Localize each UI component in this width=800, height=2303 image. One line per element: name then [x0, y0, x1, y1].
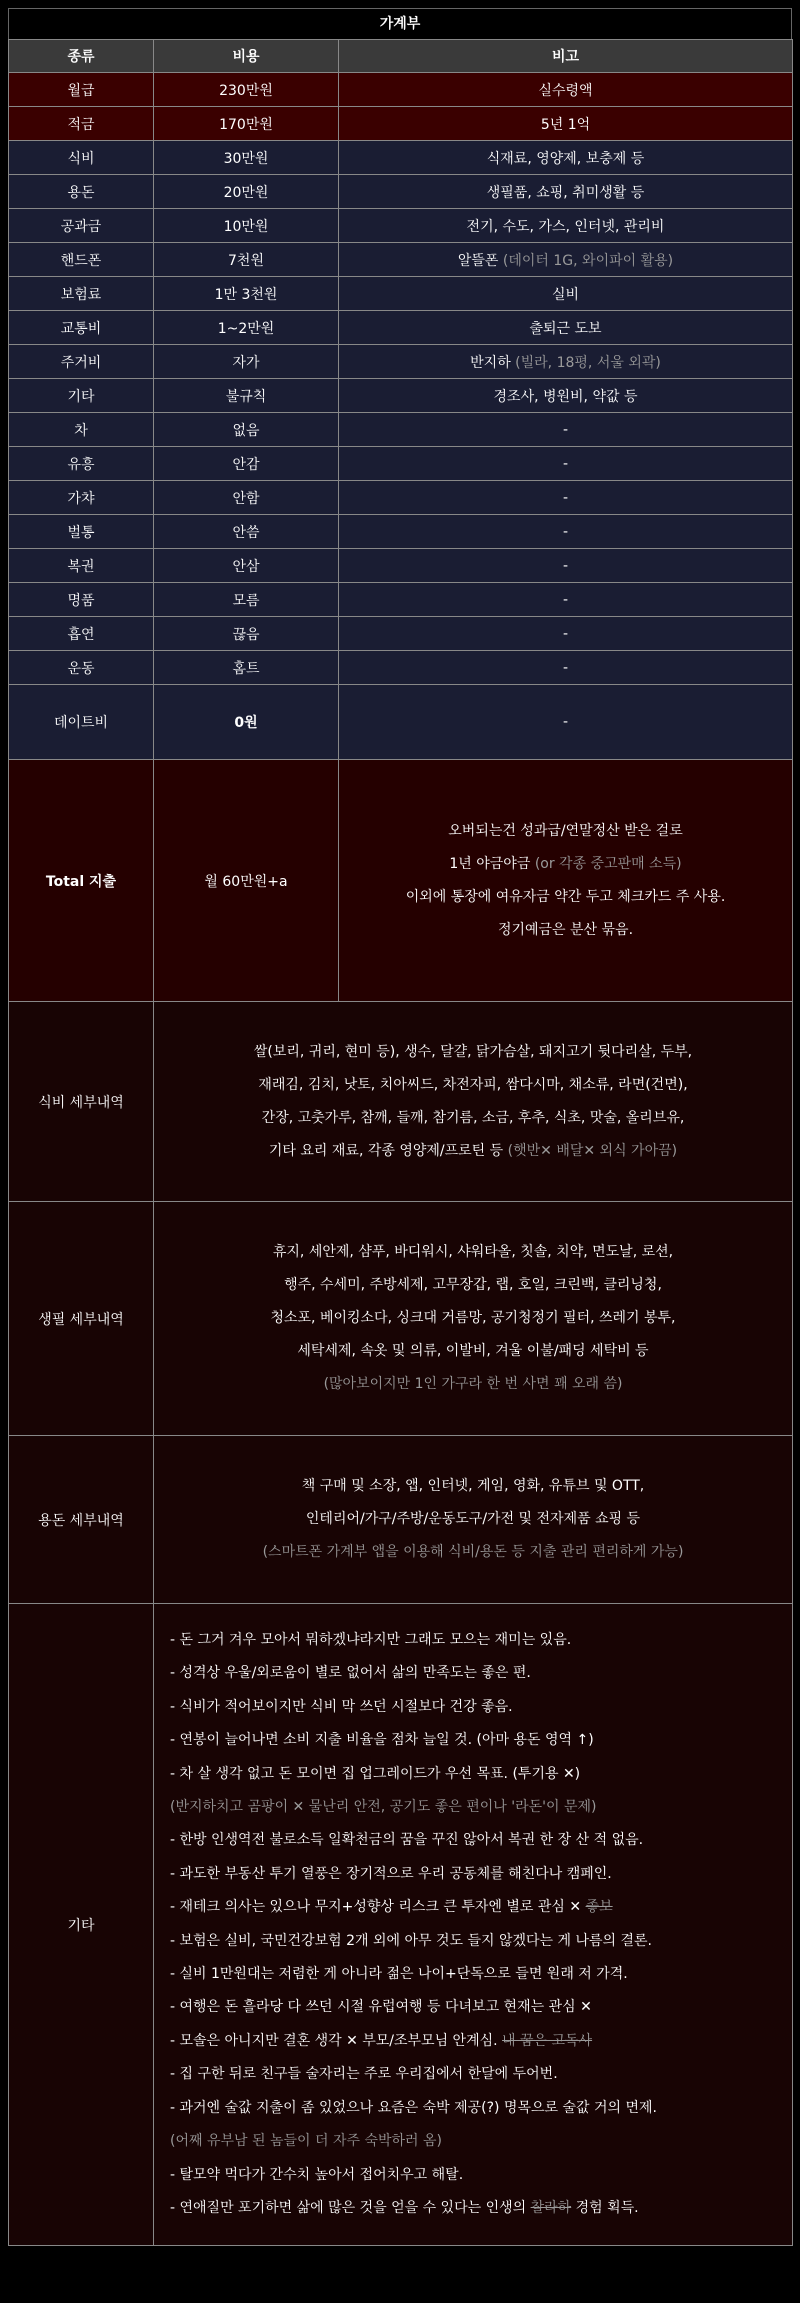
- header-kind: 종류: [9, 40, 154, 73]
- detail-line: [170, 1891, 776, 1924]
- detail-line: [353, 815, 778, 848]
- kind-cell: 복권: [9, 549, 154, 583]
- date-kind: 데이트비: [9, 685, 154, 760]
- note-text: -: [562, 659, 569, 676]
- detail-line: [168, 1335, 778, 1368]
- kind-cell: 용돈: [9, 175, 154, 209]
- line-text: 1년 야금야금: [449, 855, 535, 872]
- detail-line: [353, 881, 778, 914]
- note-text: 실수령액: [538, 82, 593, 99]
- note-cell: [339, 481, 793, 515]
- table-row: [9, 617, 793, 651]
- detail-line: [170, 2192, 776, 2225]
- kind-cell: 보험료: [9, 277, 154, 311]
- cost-cell: 1~2만원: [154, 311, 339, 345]
- detail-line: [168, 1135, 778, 1168]
- table-row: [9, 175, 793, 209]
- line-text: 재래김, 김치, 낫토, 치아씨드, 차전자피, 쌈다시마, 채소류, 라면(건면),: [258, 1076, 688, 1093]
- line-text: 책 구매 및 소장, 앱, 인터넷, 게임, 영화, 유튜브 및 OTT,: [301, 1478, 645, 1494]
- table-row: [9, 209, 793, 243]
- line-text: - 보험은 실비, 국민건강보험 2개 외에 아무 것도 들지 않겠다는 게 나름의 결론.: [170, 1932, 652, 1949]
- date-row: [9, 685, 793, 760]
- note-text: 5년 1억: [540, 116, 591, 133]
- note-cell: [339, 345, 793, 379]
- line-muted: (많아보이지만 1인 가구라 한 번 사면 꽤 오래 씀): [323, 1376, 623, 1392]
- line-text: - 연봉이 늘어나면 소비 지출 비율을 점차 늘일 것. (아마 용돈 영역 ↑): [170, 1732, 594, 1749]
- cost-cell: 230만원: [154, 73, 339, 107]
- cost-cell: 안감: [154, 447, 339, 481]
- detail-line: [170, 1791, 776, 1824]
- etc-lines: [154, 1604, 793, 2246]
- detail-line: [170, 1858, 776, 1891]
- food-row: [9, 1002, 793, 1202]
- note-cell: [339, 175, 793, 209]
- table-row: [9, 481, 793, 515]
- line-text: 쌀(보리, 귀리, 현미 등), 생수, 달걀, 닭가슴살, 돼지고기 뒷다리살, 두부,: [253, 1043, 693, 1060]
- note-cell: [339, 243, 793, 277]
- total-cost: 월 60만원+a: [154, 760, 339, 1002]
- note-text: 식재료, 영양제, 보충제 등: [486, 150, 645, 167]
- note-cell: [339, 73, 793, 107]
- detail-line: [170, 1824, 776, 1857]
- kind-cell: 운동: [9, 651, 154, 685]
- etc-label: 기타: [9, 1604, 154, 2246]
- line-text: - 한방 인생역전 불로소득 일확천금의 꿈을 꾸진 않아서 복권 한 장 산 적 없음.: [170, 1832, 644, 1849]
- detail-line: [168, 1269, 778, 1302]
- detail-line: [168, 1368, 778, 1401]
- table-row: [9, 107, 793, 141]
- kind-cell: 식비: [9, 141, 154, 175]
- cost-cell: 모름: [154, 583, 339, 617]
- note-text: -: [562, 421, 569, 438]
- note-text: -: [562, 523, 569, 540]
- note-text: 생필품, 쇼핑, 취미생활 등: [486, 184, 645, 201]
- kind-cell: 가챠: [9, 481, 154, 515]
- line-muted: (스마트폰 가계부 앱을 이용해 식비/용돈 등 지출 관리 편리하게 가능): [262, 1544, 684, 1560]
- line-text: 간장, 고춧가루, 참깨, 들깨, 참기름, 소금, 후추, 식초, 맛술, 올리브유,: [261, 1109, 685, 1126]
- note-text: -: [562, 557, 569, 574]
- date-cost: 0원: [154, 685, 339, 760]
- detail-line: [170, 1724, 776, 1757]
- note-text: 출퇴근 도보: [529, 320, 602, 337]
- table-row: [9, 549, 793, 583]
- cost-cell: 30만원: [154, 141, 339, 175]
- note-cell: [339, 549, 793, 583]
- total-row: [9, 760, 793, 1002]
- line-text: - 과도한 부동산 투기 열풍은 장기적으로 우리 공동체를 해친다나 캠페인.: [170, 1865, 612, 1882]
- table-row: [9, 243, 793, 277]
- note-cell: [339, 277, 793, 311]
- table-row: [9, 73, 793, 107]
- etc-row: [9, 1604, 793, 2246]
- note-muted: (데이터 1G, 와이파이 활용): [502, 252, 674, 269]
- line-text: - 재테크 의사는 있으나 무지+성향상 리스크 큰 투자엔 별로 관심 ✕: [170, 1899, 586, 1916]
- table-row: [9, 583, 793, 617]
- allowance-lines: [154, 1436, 793, 1604]
- detail-line: [168, 1302, 778, 1335]
- detail-line: [168, 1102, 778, 1135]
- line-text: 오버되는건 성과급/연말정산 받은 걸로: [448, 822, 683, 839]
- table-row: [9, 277, 793, 311]
- ledger-table: [8, 39, 793, 2246]
- detail-line: [353, 848, 778, 881]
- line-text: - 돈 그거 겨우 모아서 뭐하겠냐라지만 그래도 모으는 재미는 있음.: [170, 1632, 572, 1648]
- detail-line: [170, 2159, 776, 2192]
- line-strike: 좋보: [585, 1899, 613, 1916]
- kind-cell: 명품: [9, 583, 154, 617]
- detail-line: [170, 2058, 776, 2091]
- kind-cell: 흡연: [9, 617, 154, 651]
- detail-line: [170, 1758, 776, 1791]
- detail-line: [170, 2025, 776, 2058]
- table-row: [9, 379, 793, 413]
- note-muted: (빌라, 18평, 서울 외곽): [515, 354, 661, 371]
- table-row: [9, 413, 793, 447]
- header-row: [9, 40, 793, 73]
- allowance-label: 용돈 세부내역: [9, 1436, 154, 1604]
- note-text: -: [562, 455, 569, 472]
- detail-line: [170, 1958, 776, 1991]
- line-text: - 탈모약 먹다가 간수치 높아서 접어치우고 해탈.: [170, 2166, 464, 2183]
- line-text: - 모솔은 아니지만 결혼 생각 ✕ 부모/조부모님 안계심.: [170, 2032, 503, 2049]
- food-lines: [154, 1002, 793, 1202]
- kind-cell: 유흥: [9, 447, 154, 481]
- line-text: - 연애질만 포기하면 삶에 많은 것을 얻을 수 있다는 인생의: [170, 2199, 531, 2216]
- detail-line: [170, 1691, 776, 1724]
- note-cell: [339, 447, 793, 481]
- table-row: [9, 141, 793, 175]
- note-cell: [339, 141, 793, 175]
- header-cost: 비용: [154, 40, 339, 73]
- detail-line: [168, 1036, 778, 1069]
- header-note: 비고: [339, 40, 793, 73]
- note-text: -: [562, 591, 569, 608]
- goods-lines: [154, 1202, 793, 1436]
- goods-row: [9, 1202, 793, 1436]
- line-muted: (or 각종 중고판매 소득): [534, 855, 682, 872]
- line-text: 행주, 수세미, 주방세제, 고무장갑, 랩, 호일, 크린백, 클리닝청,: [284, 1277, 662, 1293]
- line-muted: (반지하치고 곰팡이 ✕ 물난리 안전, 공기도 좋은 편이나 '라돈'이 문제): [170, 1799, 597, 1816]
- line-muted: (어째 유부남 된 놈들이 더 자주 숙박하러 옴): [170, 2133, 442, 2150]
- line-tail: 경험 획득.: [571, 2199, 639, 2216]
- detail-line: [168, 1503, 778, 1536]
- note-cell: [339, 651, 793, 685]
- detail-line: [170, 1925, 776, 1958]
- table-row: [9, 345, 793, 379]
- kind-cell: 월급: [9, 73, 154, 107]
- note-text: 전기, 수도, 가스, 인터넷, 관리비: [466, 218, 665, 235]
- cost-cell: 끊음: [154, 617, 339, 651]
- line-text: 세탁세제, 속옷 및 의류, 이발비, 겨울 이불/패딩 세탁비 등: [297, 1343, 649, 1359]
- line-text: 청소포, 베이킹소다, 싱크대 거름망, 공기청정기 필터, 쓰레기 봉투,: [270, 1310, 676, 1326]
- line-muted: (햇반✕ 배달✕ 외식 가아끔): [507, 1142, 678, 1159]
- note-cell: [339, 583, 793, 617]
- food-label: 식비 세부내역: [9, 1002, 154, 1202]
- line-strike: 내 꿈은 고독사: [502, 2032, 593, 2049]
- line-text: - 과거엔 술값 지출이 좀 있었으나 요즘은 숙박 제공(?) 명목으로 술값 거의 면제.: [170, 2099, 657, 2116]
- cost-cell: 안함: [154, 481, 339, 515]
- cost-cell: 자가: [154, 345, 339, 379]
- kind-cell: 적금: [9, 107, 154, 141]
- detail-line: [170, 1624, 776, 1657]
- line-text: 인테리어/가구/주방/운동도구/가전 및 전자제품 쇼핑 등: [305, 1511, 641, 1527]
- page-title: 가계부: [8, 8, 792, 39]
- detail-line: [170, 1657, 776, 1690]
- note-text: -: [562, 489, 569, 506]
- detail-line: [170, 2125, 776, 2158]
- kind-cell: 핸드폰: [9, 243, 154, 277]
- line-text: - 성격상 우울/외로움이 별로 없어서 삶의 만족도는 좋은 편.: [170, 1665, 531, 1682]
- line-text: - 집 구한 뒤로 친구들 술자리는 주로 우리집에서 한달에 두어번.: [170, 2066, 558, 2083]
- kind-cell: 교통비: [9, 311, 154, 345]
- kind-cell: 기타: [9, 379, 154, 413]
- line-text: 이외에 통장에 여유자금 약간 두고 체크카드 주 사용.: [405, 888, 726, 905]
- cost-cell: 7천원: [154, 243, 339, 277]
- note-cell: [339, 413, 793, 447]
- detail-line: [170, 1991, 776, 2024]
- detail-line: [353, 914, 778, 947]
- ledger-page: [8, 0, 792, 2246]
- kind-cell: 벌통: [9, 515, 154, 549]
- goods-label: 생필 세부내역: [9, 1202, 154, 1436]
- note-text: 반지하: [470, 354, 516, 371]
- note-cell: [339, 311, 793, 345]
- cost-cell: 1만 3천원: [154, 277, 339, 311]
- table-row: [9, 447, 793, 481]
- kind-cell: 주거비: [9, 345, 154, 379]
- date-note: -: [339, 685, 793, 760]
- cost-cell: 20만원: [154, 175, 339, 209]
- note-text: -: [562, 625, 569, 642]
- cost-cell: 10만원: [154, 209, 339, 243]
- kind-cell: 차: [9, 413, 154, 447]
- total-lines: [339, 760, 793, 1002]
- detail-line: [168, 1236, 778, 1269]
- line-text: 기타 요리 재료, 각종 영양제/프로틴 등: [268, 1142, 508, 1159]
- allowance-row: [9, 1436, 793, 1604]
- note-text: 실비: [551, 286, 580, 303]
- cost-cell: 없음: [154, 413, 339, 447]
- detail-line: [168, 1470, 778, 1503]
- note-cell: [339, 515, 793, 549]
- detail-line: [168, 1069, 778, 1102]
- note-cell: [339, 107, 793, 141]
- note-cell: [339, 209, 793, 243]
- table-row: [9, 651, 793, 685]
- note-cell: [339, 379, 793, 413]
- kind-cell: 공과금: [9, 209, 154, 243]
- line-text: - 실비 1만원대는 저렴한 게 아니라 젊은 나이+단독으로 들면 원래 저 가격.: [170, 1966, 628, 1983]
- note-text: 알뜰폰: [457, 252, 503, 269]
- cost-cell: 홈트: [154, 651, 339, 685]
- line-text: - 여행은 돈 흘라당 다 쓰던 시절 유럽여행 등 다녀보고 현재는 관심 ✕: [170, 1999, 592, 2016]
- line-text: 정기예금은 분산 묶음.: [497, 921, 634, 938]
- cost-cell: 170만원: [154, 107, 339, 141]
- cost-cell: 불규칙: [154, 379, 339, 413]
- line-strike: 찰라하: [530, 2199, 572, 2216]
- table-row: [9, 515, 793, 549]
- note-cell: [339, 617, 793, 651]
- line-text: 휴지, 세안제, 샴푸, 바디워시, 샤워타올, 칫솔, 치약, 면도날, 로션,: [272, 1244, 674, 1260]
- table-row: [9, 311, 793, 345]
- total-kind: Total 지출: [9, 760, 154, 1002]
- line-text: - 식비가 적어보이지만 식비 막 쓰던 시절보다 건강 좋음.: [170, 1698, 513, 1715]
- cost-cell: 안씀: [154, 515, 339, 549]
- detail-line: [168, 1536, 778, 1569]
- line-text: - 차 살 생각 없고 돈 모이면 집 업그레이드가 우선 목표. (투기용 ✕): [170, 1765, 581, 1782]
- note-text: 경조사, 병원비, 약값 등: [493, 388, 638, 405]
- cost-cell: 안삼: [154, 549, 339, 583]
- detail-line: [170, 2092, 776, 2125]
